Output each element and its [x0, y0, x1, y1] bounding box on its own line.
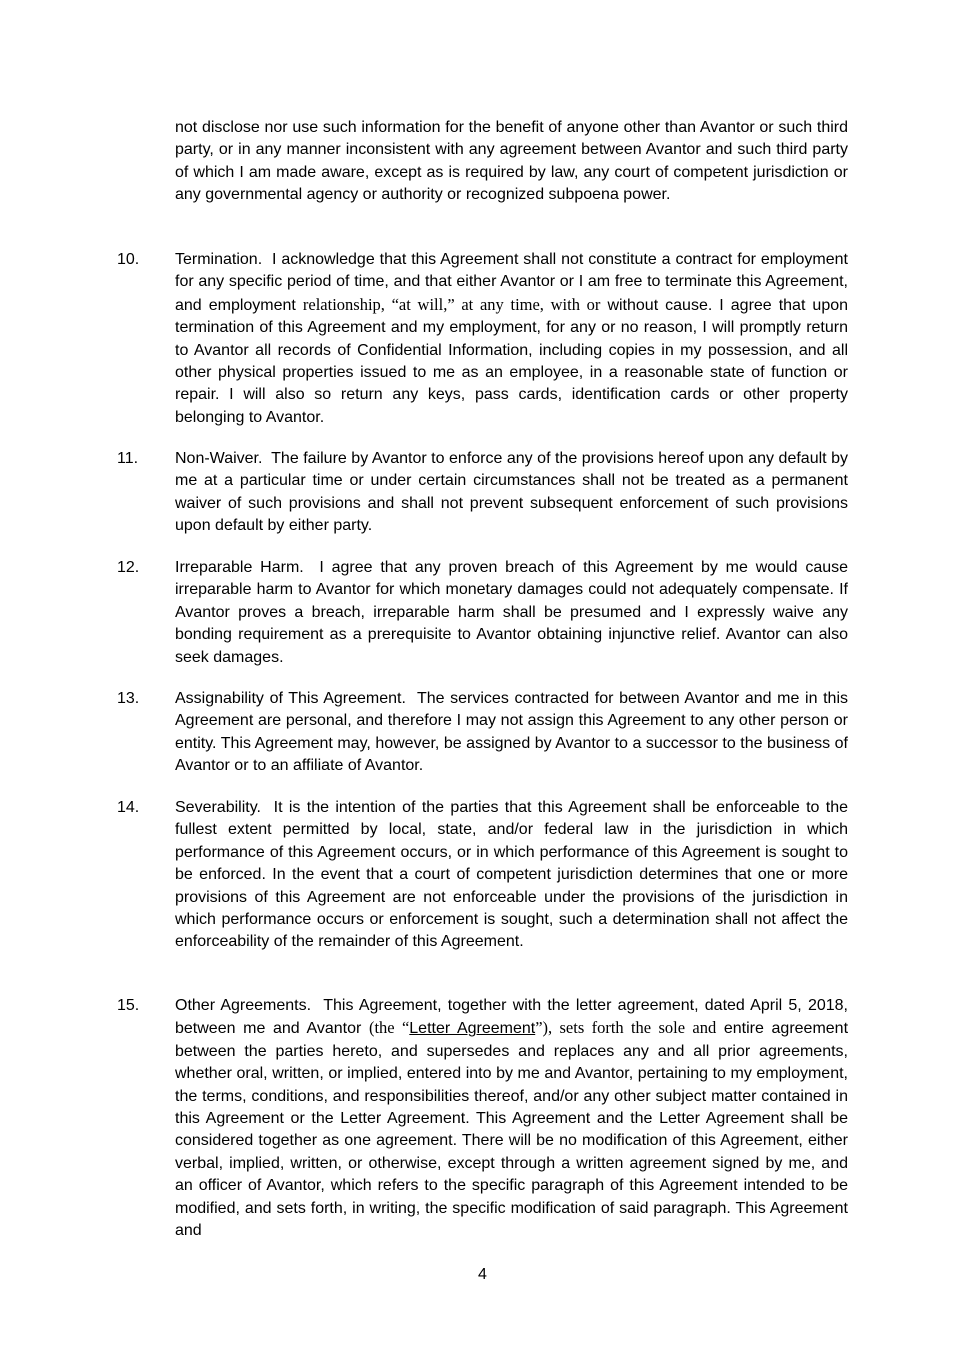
section-10-body-serif: relationship, “at will,” at any time, with or [302, 294, 601, 314]
section-13-paragraph [175, 688, 848, 778]
section-13-body: The services contracted for between Avantor and me in this Agreement are personal, and therefore I may not assign this Agreement to any other person or entity. This Agreement may, however, be assigned by Avantor to a successor to the business of Avantor or to an affiliate of Avantor. [175, 690, 849, 775]
section-11-heading: Non-Waiver. [175, 450, 263, 467]
section-14-paragraph [175, 797, 848, 954]
section-number-15: 15. [117, 997, 140, 1014]
section-number-12: 12. [117, 559, 140, 576]
section-10-body-b: without cause. I agree that upon termination of this Agreement and my employment, for any or no reason, I will promptly return to Avantor all records of Confidential Information, including copies in my possession, and all other physical properties issued to me as an employee, in a reasonable state of function or repair. I will also so return any keys, pass cards, identification cards or other property belonging to Avantor. [175, 296, 849, 426]
letter-agreement-term: Letter Agreement [409, 1020, 536, 1038]
section-11-paragraph [175, 448, 848, 538]
section-12-heading: Irreparable Harm. [175, 559, 304, 576]
section-number-11: 11. [117, 450, 139, 467]
section-13-heading: Assignability of This Agreement. [175, 690, 406, 707]
section-number-14: 14. [117, 799, 140, 816]
section-number-13: 13. [117, 690, 140, 707]
section-15-serif-open: (the “ [368, 1018, 410, 1038]
section-15-serif-close: ”), sets forth the sole and [535, 1018, 717, 1038]
section-15-body-a: This Agreement, together with the letter agreement, dated April 5, 2018, between me and Avantor [175, 997, 849, 1038]
section-12-paragraph [175, 557, 848, 669]
page-number: 4 [478, 1266, 487, 1283]
section-15-heading: Other Agreements. [175, 997, 312, 1014]
section-14-body: It is the intention of the parties that this Agreement shall be enforceable to the fullest extent permitted by local, state, and/or federal law in the jurisdiction in which performance of this Agreement occurs, or in which performance of this Agreement is sought to be enforced. In the event that a court of competent jurisdiction determines that one or more provisions of this Agreement are not enforceable under the provisions of the jurisdiction in which performance occurs or enforcement is sought, such a determination shall not affect the enforceability of the remainder of this Agreement. [175, 799, 848, 951]
section-15-paragraph [175, 995, 848, 1242]
section-15-body-b: entire agreement between the parties hereto, and supersedes and replaces any and all prior agreements, whether oral, written, or implied, entered into by me and Avantor, pertaining to my employment, the terms, conditions, and responsibilities thereof, and/or any other subject matter contained in this Agreement or the Letter Agreement. This Agreement and the Letter Agreement shall be considered together as one agreement. There will be no modification of this Agreement, either verbal, implied, written, or otherwise, except through a written agreement signed by me, and an officer of Avantor, which refers to the specific paragraph of this Agreement intended to be modified, and sets forth, in writing, the specific modification of said paragraph. This Agreement and [175, 1020, 849, 1240]
section-10-body-a: I acknowledge that this Agreement shall not constitute a contract for employment for any specific period of time, and that either Avantor or I am free to terminate this Agreement, and employment [175, 251, 848, 314]
section-10-paragraph [175, 249, 848, 429]
section-10-heading: Termination. [175, 251, 263, 268]
section-12-body: I agree that any proven breach of this Agreement by me would cause irreparable harm to Avantor for which monetary damages could not adequately compensate. If Avantor proves a breach, irreparable harm shall be presumed and I expressly waive any bonding requirement as a prerequisite to Avantor obtaining injunctive relief. Avantor can also seek damages. [175, 559, 849, 666]
section-14-heading: Severability. [175, 799, 261, 816]
intro-paragraph: not disclose nor use such information for the benefit of anyone other than Avantor or such third party, or in any manner inconsistent with any agreement between Avantor and such third party of which I am made aware, except as is required by law, any court of competent jurisdiction or any governmental agency or authority or recognized subpoena power. [175, 119, 848, 204]
section-11-body: The failure by Avantor to enforce any of the provisions hereof upon any default by me at a particular time or under certain circumstances shall not be treated as a permanent waiver of such provisions and shall not prevent subsequent enforcement of such provisions upon default by either party. [175, 450, 848, 535]
section-number-10: 10. [117, 251, 140, 268]
